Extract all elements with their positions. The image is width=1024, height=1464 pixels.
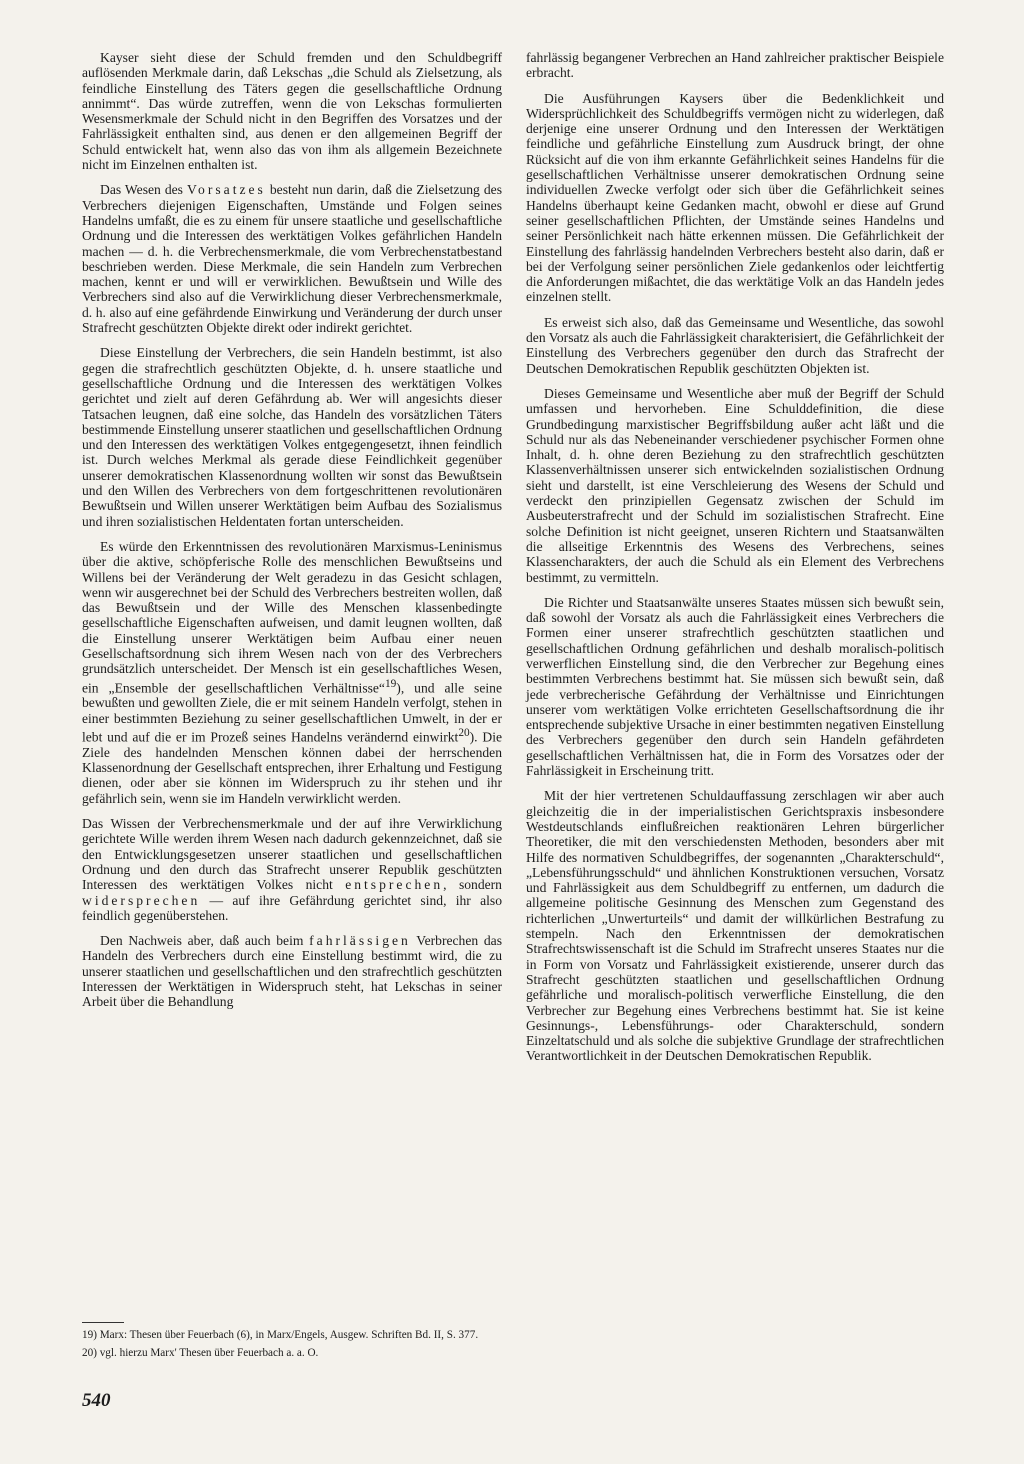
footnote-ref-19: 19: [384, 677, 397, 690]
vorsatz-text: besteht nun darin, daß die Zielsetzung des Verbrechers diejenigen Eigenschaften, Umstände und Folgen seines Handelns umfaßt, die es zu einem für unsere staatliche und gesellschaftliche Ordnung und die Interessen des werktätigen Volkes gefährlichen Handeln machen — d. h. die Verbrechensmerkmale, die vom Verbrechenstatbestand beschrieben werden. Diese Merkmale, die sein Handeln zum Verbrechen machen, kennt er und will er verwirklichen. Bewußtsein und Wille des Verbrechers sind also auf die Verwirklichung dieser Verbrechensmerkmale, d. h. also auf eine gefährdende Einwirkung und Veränderung der durch unser Strafrecht geschützten Objekte direkt oder indirekt gerichtet.: [82, 182, 502, 336]
wissen-text-1: Das Wissen der Verbrechensmerkmale und der auf ihre Verwirklichung gerichtete Wille werden ihrem Wesen nach dadurch gekennzeichnet, daß sie den Entwicklungsgesetzen unserer staatlichen und gesellschaftlichen Ordnung und den durch das Strafrecht unserer Republik geschützten Interessen des werktätigen Volkes nicht: [82, 816, 502, 893]
right-column: [526, 50, 944, 1074]
paragraph-ausfuehrungen: Die Ausführungen Kaysers über die Bedenklichkeit und Widersprüchlichkeit des Schuldbegriffs vermögen nicht zu widerlegen, daß derjenige eine unserer Ordnung und den Interessen der Werktätigen feindliche und gefährliche Einstellung zum Ausdruck bringt, der ohne Rücksicht auf die von ihm erkannte Gefährlichkeit seines Handelns für die gesellschaftlichen Verhältnisse unserer demokratischen Ordnung seine individuellen Zwecke verfolgt oder sich über die Gefährlichkeit seines Handelns überhaupt keine Gedanken macht, obwohl er diese auf Grund seiner gesellschaftlichen Pflichten, der Umstände seines Handelns und seiner Persönlichkeit nach hätte erkennen müssen. Die Gefährlichkeit der Einstellung des fahrlässig handelnden Verbrechers besteht also darin, daß er bei der Verfolgung seiner persönlichen Ziele gedankenlos oder leichtfertig die Anforderungen mißachtet, die das werktätige Volk an das Handeln jedes einzelnen stellt.: [526, 90, 944, 305]
marxismus-text-1: Es würde den Erkenntnissen des revolutionären Marxismus-Leninismus über die aktive, schöpferische Rolle des menschlichen Bewußtseins und Willens bei der Veränderung der Welt geradezu in das Gesicht schlagen, wenn wir ausgerechnet bei der Schuld des Verbrechers bestreiten wollen, daß das Bewußtsein und der Wille des Menschen klassenbedingte gesellschaftliche Eigenschaften aufweisen, und damit leugnen wollten, daß die Einstellung unserer Werktätigen beim Aufbau einer neuen Gesellschaftsordnung sich ihrem Wesen nach von der des Verbrechers grundsätzlich unterscheidet. Der Mensch ist ein gesellschaftliches Wesen, ein „Ensemble der gesellschaftlichen Verhältnisse“: [82, 538, 502, 696]
nachweis-text-1: Den Nachweis aber, daß auch beim: [100, 933, 304, 949]
footnote-19: 19) Marx: Thesen über Feuerbach (6), in Marx/Engels, Ausgew. Schriften Bd. II, S. 377.: [82, 1329, 479, 1341]
footnote-ref-20: 20: [458, 727, 470, 739]
vorsatz-emphasis: Vorsatzes: [186, 182, 266, 198]
wissen-text-2: , sondern: [443, 877, 502, 893]
wissen-text-3: — auf ihre Gefährdung gerichtet sind, ihr also feindlich gegenüberstehen.: [82, 892, 502, 923]
wissen-emphasis-2: widersprechen: [82, 892, 201, 908]
paragraph-nachweis: [82, 933, 502, 1009]
footnote-20: 20) vgl. hierzu Marx' Thesen über Feuerbach a. a. O.: [82, 1346, 319, 1359]
footnotes: [82, 1322, 502, 1360]
marxismus-text-2: ), und alle seine bewußten und gewollten Ziele, die er mit seinem Handeln verfolgt, stehen in einer bestimmten Beziehung zu seiner gesellschaftlichen Umwelt, in der er lebt und auf die er im Prozeß seines Handelns verändernd einwirkt: [82, 680, 502, 745]
marxismus-text-3: ). Die Ziele des handelnden Menschen können dabei der herrschenden Klassenordnung der Gesellschaft entsprechen, ihrer Erhaltung und Festigung dienen, oder aber sie können im Widerspruch zu ihr stehen und ihr gefährlich sein, wenn sie im Handeln verwirklicht werden.: [82, 729, 503, 806]
paragraph-schulddefinition: Dieses Gemeinsame und Wesentliche aber muß der Begriff der Schuld umfassen und hervorheben. Eine Schulddefinition, die diese Grundbedingung marxistischer Begriffsbildung außer acht läßt und die Schuld nur als das Nebeneinander verschiedener psychischer Formen ohne Inhalt, d. h. ohne deren Beziehung zu den strafrechtlich geschützten Klassenverhältnissen unserer sich entwickelnden sozialistischen Ordnung sieht und darstellt, ist eine Verschleierung des Wesens der Schuld und verdeckt den prinzipiellen Gegensatz zwischen der Schuld im Ausbeuterstrafrecht und der Schuld im sozialistischen Strafrecht. Eine solche Definition ist nicht geeignet, unseren Richtern und Staatsanwälten die allseitige Erkenntnis des Wesens des Verbrechens, seines Klassencharakters, der auch die Schuld als ein Element des Verbrechens bestimmt, zu vermitteln.: [526, 385, 944, 585]
paragraph-vorsatz: [82, 182, 502, 335]
paragraph-richter: Die Richter und Staatsanwälte unseres Staates müssen sich bewußt sein, daß sowohl der Vorsatz als auch die Fahrlässigkeit eines Verbrechers die Formen einer unserer strafrechtlich geschützten staatlichen und gesellschaftlichen Ordnung gefährlichen und deshalb moralisch-politisch verwerflichen Einstellung sind, die den Verbrecher zur Begehung eines bestimmten Verbrechens bestimmt hat. Sie müssen sich bewußt sein, daß jede verbrecherische Gefährdung der Verhältnisse und Einrichtungen unserer vom werktätigen Volke errichteten Gesellschaftsordnung die ihr entsprechende subjektive Ursache in einer bestimmten negativen Einstellung des Verbrechers gegenüber den durch sein Handeln gefährdeten gesellschaftlichen Verhältnissen hat, die in Form des Vorsatzes oder der Fahrlässigkeit in Erscheinung tritt.: [526, 594, 944, 779]
paragraph-marxismus: [82, 539, 502, 806]
left-column: [82, 50, 502, 1020]
page-number: 540: [82, 1390, 111, 1411]
paragraph-einstellung: Diese Einstellung der Verbrechers, die sein Handeln bestimmt, ist also gegen die strafrechtlich geschützten Objekte, d. h. unsere staatliche und gesellschaftliche Ordnung und die Interessen des werktätigen Volkes gerichtet und zielt auf deren Gefährdung ab. Wer will angesichts dieser Tatsachen leugnen, daß eine solche, das Handeln des vorsätzlichen Täters bestimmende Einstellung unserer staatlichen und gesellschaftlichen Ordnung und den Interessen des werktätigen Volkes entgegengesetzt, ihnen feindlich ist. Durch welches Merkmal als gerade diese Feindlichkeit gegenüber unserer demokratischen Klassenordnung wollten wir sonst das Bewußtsein und den Willen des Verbrechers von dem fortgeschrittenen revolutionären Bewußtsein und Willen unserer Werktätigen beim Aufbau des Sozialismus und ihren sozialistischen Heldentaten fortan unterscheiden.: [82, 345, 502, 529]
paragraph-gemeinsame: Es erweist sich also, daß das Gemeinsame und Wesentliche, das sowohl den Vorsatz als auch die Fahrlässigkeit charakterisiert, die Gefährlichkeit der Einstellung des Verbrechers gegenüber den durch das Strafrecht der Deutschen Demokratischen Republik geschützten Objekten ist.: [526, 314, 944, 376]
nachweis-text-2: Verbrechen das Handeln des Verbrechers durch eine Einstellung bestimmt wird, die zu unserer staatlichen und gesellschaftlichen und den strafrechtlich geschützten Interessen der Werktätigen in Widerspruch steht, hat Lekschas in seiner Arbeit über die Behandlung: [82, 933, 502, 1010]
paragraph-schuldauffassung: Mit der hier vertretenen Schuldauffassung zerschlagen wir aber auch gleichzeitig die in der imperialistischen Gerichtspraxis insbesondere Westdeutschlands einflußreichen reaktionären Lehren bürgerlicher Theoretiker, die mit den verschiedensten Methoden, besonders aber mit Hilfe des normativen Schuldbegriffes, der sogenannten „Charakterschuld“, „Lebensführungsschuld“ und ähnlichen Konstruktionen versuchen, Vorsatz und Fahrlässigkeit aus dem Schuldbegriff zu entfernen, um dadurch die allgemeine politische Gesinnung des Menschen zum Gegenstand des richterlichen „Unwerturteils“ und damit der willkürlichen Bestrafung zu stempeln. Nach den Erkenntnissen der demokratischen Strafrechtswissenschaft ist die Schuld im Strafrecht unseres Staates nur die in Form von Vorsatz und Fahrlässigkeit existierende, unserer durch das Strafrecht geschützten staatlichen und gesellschaftlichen Ordnung gefährliche und moralisch-politisch verwerfliche Einstellung, die den Verbrecher zur Begehung eines Verbrechens bestimmt hat. Sie ist keine Gesinnungs-, Lebensführungs- oder Charakterschuld, sondern Einzeltatschuld und als solche die subjektive Grundlage der strafrechtlichen Verantwortlichkeit in der Deutschen Demokratischen Republik.: [526, 788, 944, 1064]
wissen-emphasis-1: entsprechen: [345, 877, 444, 893]
vorsatz-intro: Das Wesen des: [100, 182, 183, 198]
paragraph-kayser: Kayser sieht diese der Schuld fremden und den Schuldbegriff auflösenden Merkmale darin, daß Lekschas „die Schuld als Zielsetzung, als feindliche Einstellung des Täters gegen die gesellschaftliche Ordnung annimmt“. Das würde zutreffen, wenn die von Lekschas formulierten Wesensmerkmale der Schuld nicht in den Begriffen des Vorsatzes und der Fahrlässigkeit enthalten sind, aus denen er den allgemeinen Begriff der Schuld entwickelt hat, wenn also das von ihm als allgemein Bezeichnete nicht im Einzelnen enthalten ist.: [82, 50, 502, 173]
footnote-rule: [82, 1322, 124, 1323]
paragraph-wissen: [82, 816, 502, 923]
nachweis-emphasis: fahrlässigen: [309, 933, 411, 949]
paragraph-continuation: fahrlässig begangener Verbrechen an Hand zahlreicher praktischer Beispiele erbracht.: [526, 50, 944, 81]
